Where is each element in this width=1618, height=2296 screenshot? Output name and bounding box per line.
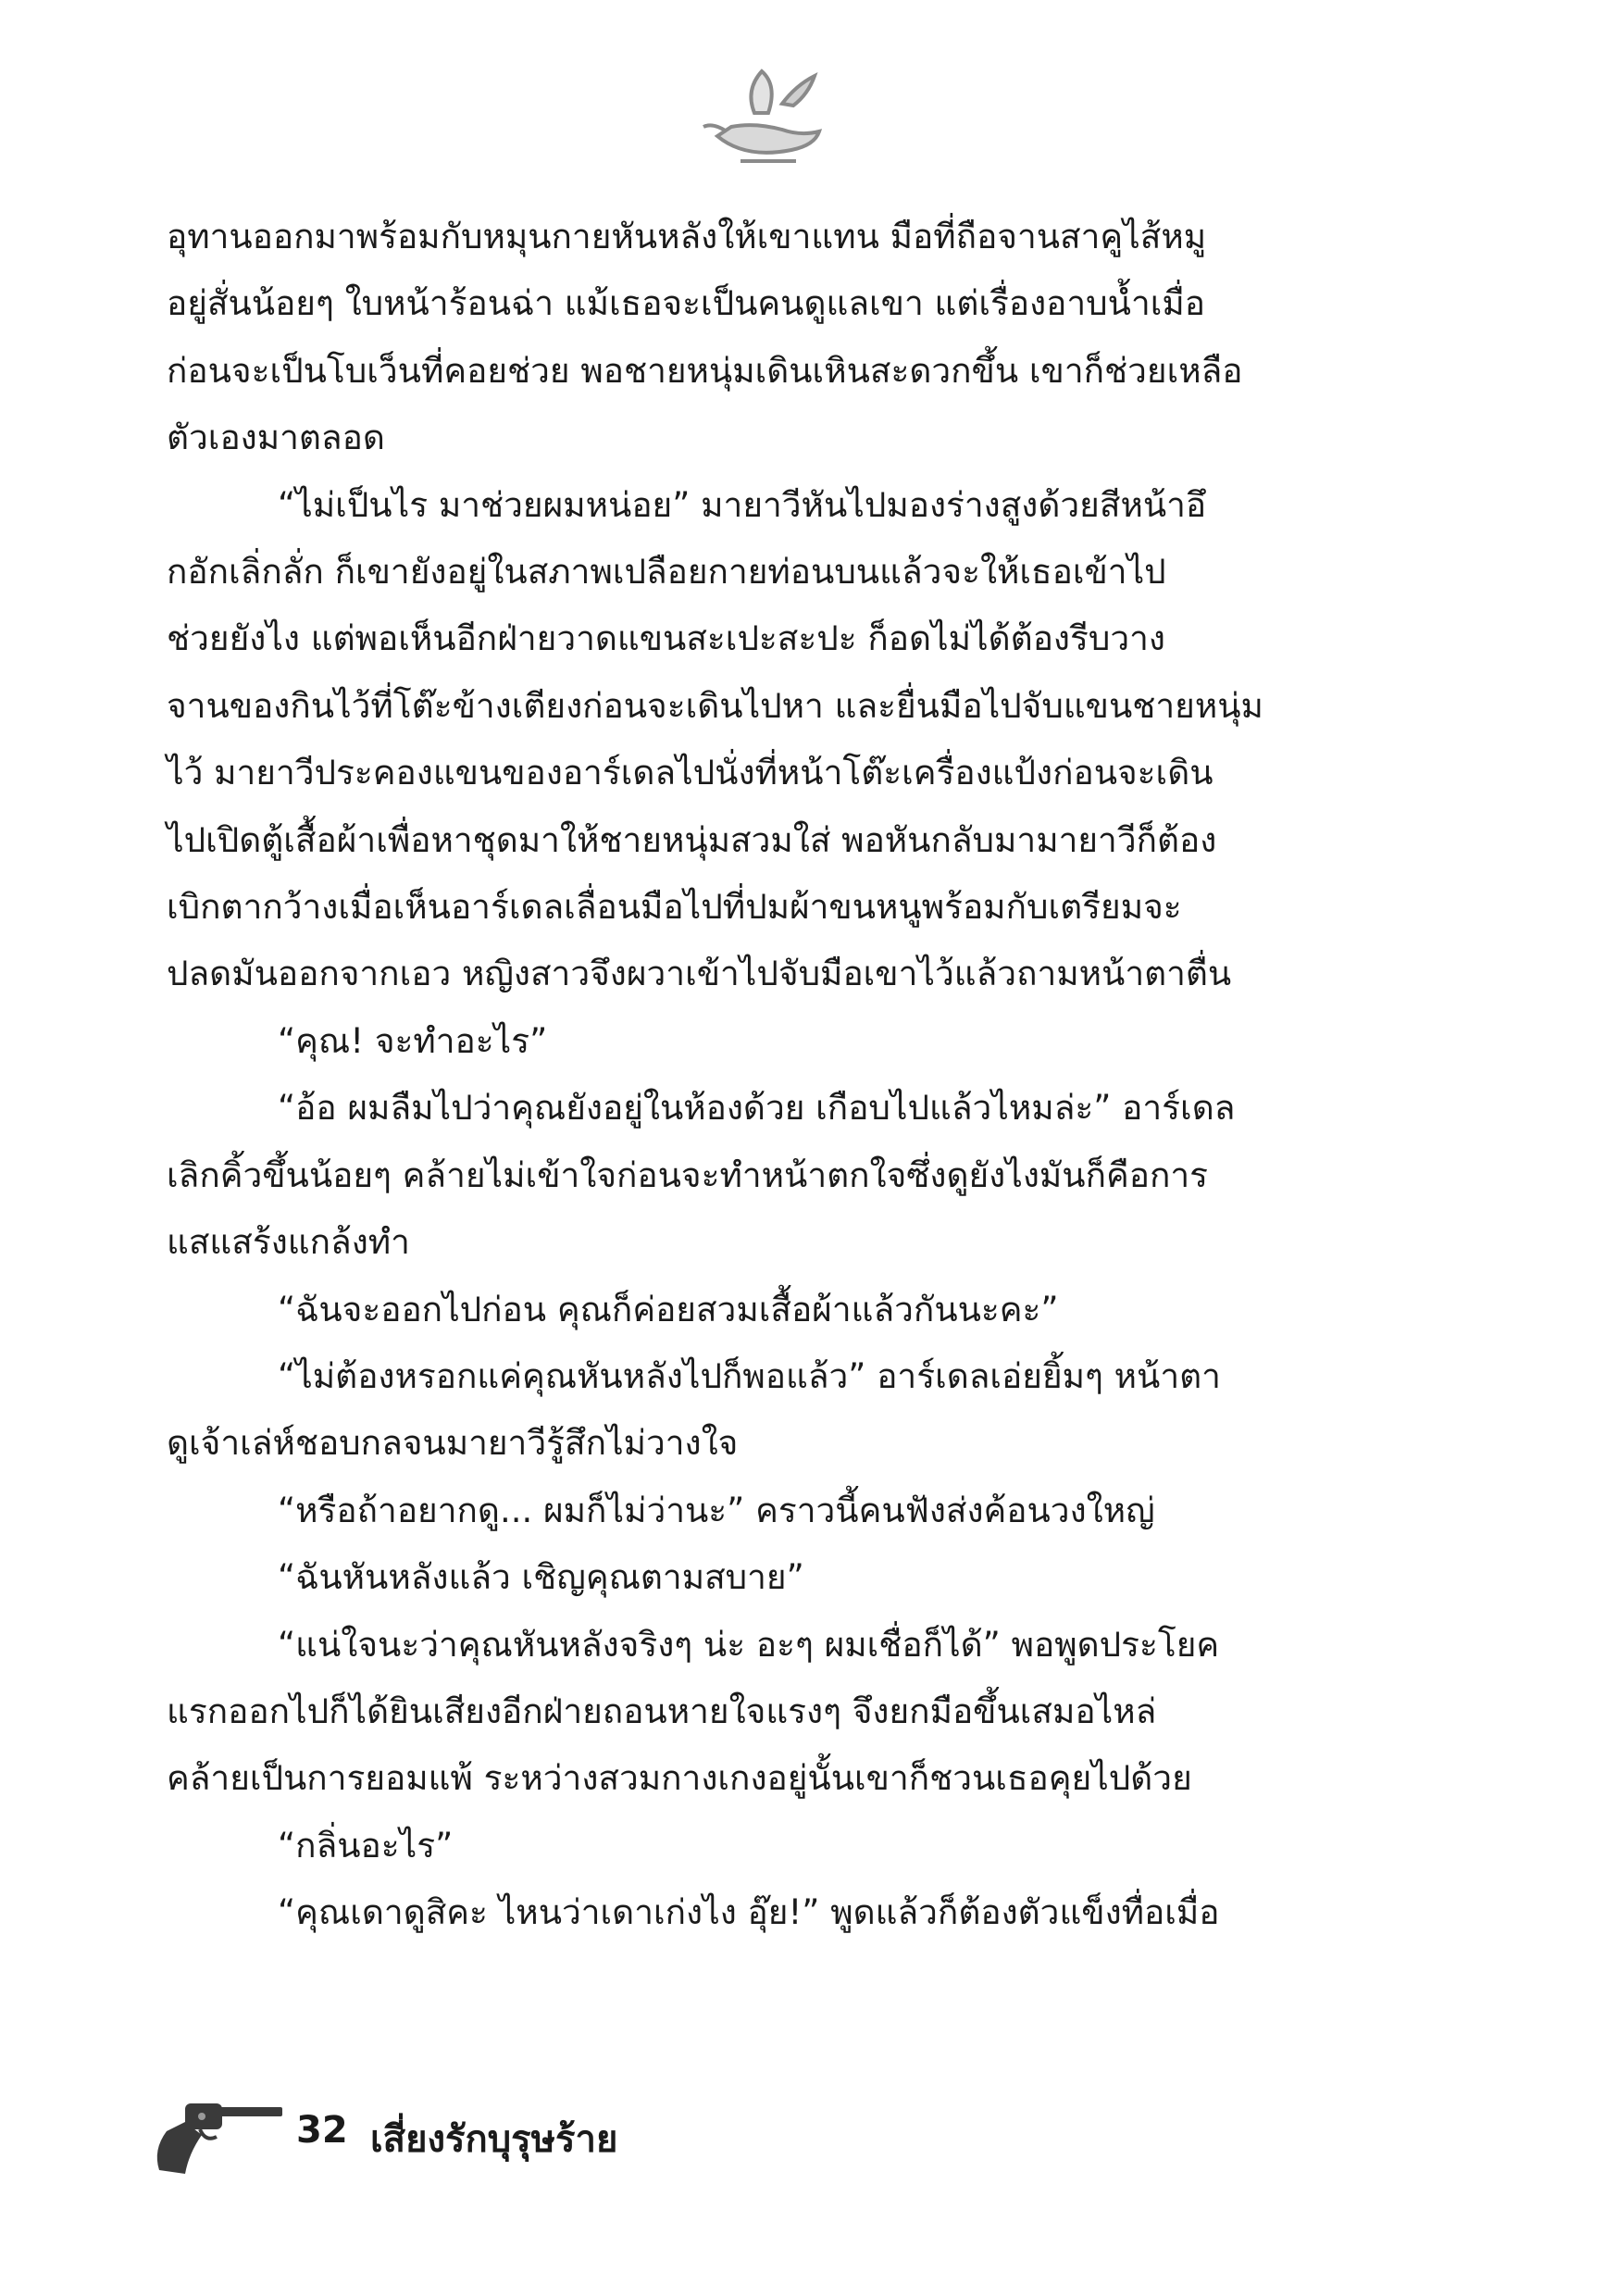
text-line: ไปเปิดตู้เสื้อผ้าเพื่อหาชุดมาให้ชายหนุ่มสวมใส่ พอหันกลับมามายาวีก็ต้อง xyxy=(167,819,1217,860)
text-line: กอักเลิ่กลั่ก ก็เขายังอยู่ในสภาพเปลือยกายท่อนบนแล้วจะให้เธอเข้าไป xyxy=(167,552,1166,593)
text-line: แสแสร้งแกล้งทำ xyxy=(167,1222,410,1263)
text-line: “หรือถ้าอยากดู... ผมก็ไม่ว่านะ” คราวนี้คนฟังส่งค้อนวงใหญ่ xyxy=(278,1490,1155,1530)
text-line: จานของกินไว้ที่โต๊ะข้างเตียงก่อนจะเดินไปหา และยื่นมือไปจับแขนชายหนุ่ม xyxy=(167,685,1263,726)
text-line: “กลิ่นอะไร” xyxy=(278,1825,454,1866)
text-line: อุทานออกมาพร้อมกับหมุนกายหันหลังให้เขาแทน มือที่ถือจานสาคูไส้หมู xyxy=(167,217,1207,256)
text-line: ตัวเองมาตลอด xyxy=(167,418,385,458)
text-line: แรกออกไปก็ได้ยินเสียงอีกฝ่ายถอนหายใจแรงๆ จึงยกมือขึ้นเสมอไหล่ xyxy=(167,1691,1157,1731)
page-number: 32 xyxy=(296,2109,348,2152)
text-line: “อ้อ ผมลืมไปว่าคุณยังอยู่ในห้องด้วย เกือบไปแล้วไหมล่ะ” อาร์เดล xyxy=(278,1088,1236,1129)
text-line: เบิกตากว้างเมื่อเห็นอาร์เดลเลื่อนมือไปที่ปมผ้าขนหนูพร้อมกับเตรียมจะ xyxy=(167,887,1182,928)
lamp-icon xyxy=(690,48,838,178)
text-line: ปลดมันออกจากเอว หญิงสาวจึงผวาเข้าไปจับมือเขาไว้แล้วถามหน้าตาตื่น xyxy=(167,954,1232,994)
text-line: อยู่สั่นน้อยๆ ใบหน้าร้อนฉ่า แม้เธอจะเป็นคนดูแลเขา แต่เรื่องอาบน้ำเมื่อ xyxy=(167,283,1205,324)
text-line: เลิกคิ้วขึ้นน้อยๆ คล้ายไม่เข้าใจก่อนจะทำหน้าตกใจซึ่งดูยังไงมันก็คือการ xyxy=(167,1154,1209,1195)
text-line: ก่อนจะเป็นโบเว็นที่คอยช่วย พอชายหนุ่มเดินเหินสะดวกขึ้น เขาก็ช่วยเหลือ xyxy=(167,350,1243,391)
text-line: ดูเจ้าเล่ห์ชอบกลจนมายาวีรู้สึกไม่วางใจ xyxy=(167,1423,739,1464)
text-line: “คุณ! จะทำอะไร” xyxy=(278,1020,548,1061)
text-line: “แน่ใจนะว่าคุณหันหลังจริงๆ น่ะ อะๆ ผมเชื่อก็ได้” พอพูดประโยค xyxy=(278,1624,1220,1665)
text-line: “ฉันหันหลังแล้ว เชิญคุณตามสบาย” xyxy=(278,1557,804,1598)
page-footer xyxy=(148,2083,981,2185)
text-line: “ไม่ต้องหรอกแค่คุณหันหลังไปก็พอแล้ว” อาร์เดลเอ่ยยิ้มๆ หน้าตา xyxy=(278,1355,1221,1396)
book-title: เสี่ยงรักบุรุษร้าย xyxy=(370,2118,618,2161)
text-line: “ไม่เป็นไร มาช่วยผมหน่อย” มายาวีหันไปมองร่างสูงด้วยสีหน้าอึ xyxy=(278,484,1207,525)
body-text xyxy=(167,204,1356,1947)
text-line: “ฉันจะออกไปก่อน คุณก็ค่อยสวมเสื้อผ้าแล้วกันนะคะ” xyxy=(278,1289,1059,1329)
text-line: ช่วยยังไง แต่พอเห็นอีกฝ่ายวาดแขนสะเปะสะปะ ก็อดไม่ได้ต้องรีบวาง xyxy=(167,618,1165,659)
revolver-icon xyxy=(148,2094,287,2177)
text-line: ไว้ มายาวีประคองแขนของอาร์เดลไปนั่งที่หน้าโต๊ะเครื่องแป้งก่อนจะเดิน xyxy=(167,753,1214,793)
text-line: “คุณเดาดูสิคะ ไหนว่าเดาเก่งไง อุ๊ย!” พูดแล้วก็ต้องตัวแข็งทื่อเมื่อ xyxy=(278,1892,1220,1933)
text-line: คล้ายเป็นการยอมแพ้ ระหว่างสวมกางเกงอยู่นั้นเขาก็ชวนเธอคุยไปด้วย xyxy=(167,1758,1192,1799)
